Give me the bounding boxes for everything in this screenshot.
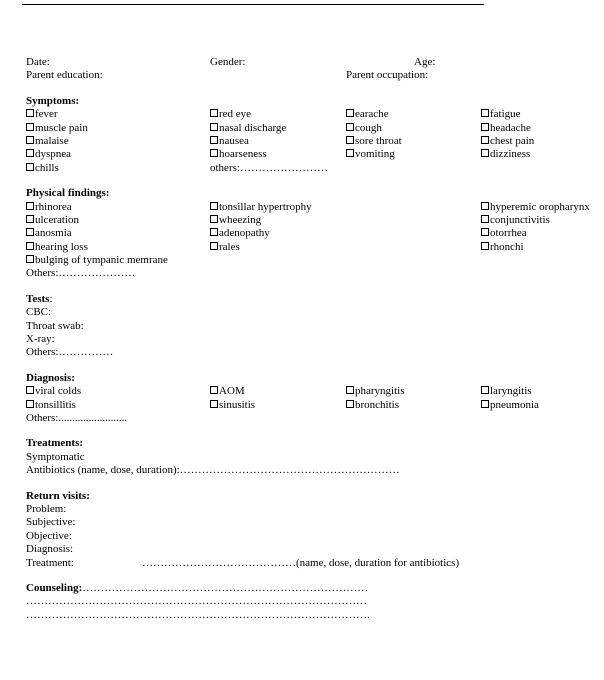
symptom-earache-checkbox[interactable]: earache <box>346 108 389 121</box>
diagnosis-pharyngitis-checkbox[interactable]: pharyngitis <box>346 385 405 398</box>
symptom-chest-pain-checkbox[interactable]: chest pain <box>481 135 534 148</box>
return-objective-field[interactable]: Objective: <box>26 529 72 542</box>
findings-row <box>26 201 604 214</box>
header-row-2 <box>26 69 604 82</box>
checkbox-icon <box>210 109 218 117</box>
symptoms-row <box>26 108 604 121</box>
findings-row <box>26 214 604 227</box>
finding-rhonchi-checkbox[interactable]: rhonchi <box>481 241 524 254</box>
checkbox-icon <box>346 400 354 408</box>
test-xray-field[interactable]: X-ray: <box>26 333 55 346</box>
symptoms-row <box>26 135 604 148</box>
diagnosis-sinusitis-checkbox[interactable]: sinusitis <box>210 399 255 412</box>
checkbox-icon <box>210 215 218 223</box>
checkbox-icon <box>346 136 354 144</box>
checkbox-icon <box>346 123 354 131</box>
checkbox-icon <box>210 123 218 131</box>
checkbox-icon <box>481 228 489 236</box>
treatment-antibiotics-field[interactable]: Antibiotics (name, dose, duration):…………………………………………………… <box>26 464 400 477</box>
diagnosis-heading: Diagnosis: <box>26 371 75 384</box>
checkbox-icon <box>26 215 34 223</box>
findings-row <box>26 227 604 240</box>
finding-tonsillar-hypertrophy-checkbox[interactable]: tonsillar hypertrophy <box>210 201 312 214</box>
counseling-line-2[interactable]: ………………………………………………………………………………… <box>26 595 367 608</box>
finding-hearing-loss-checkbox[interactable]: hearing loss <box>26 241 88 254</box>
symptoms-row <box>26 162 604 175</box>
diagnosis-aom-checkbox[interactable]: AOM <box>210 385 245 398</box>
age-label: Age: <box>414 56 436 68</box>
test-throat-swab-field[interactable]: Throat swab: <box>26 319 84 332</box>
symptom-fatigue-checkbox[interactable]: fatigue <box>481 108 521 121</box>
checkbox-icon <box>481 109 489 117</box>
physical-findings-heading: Physical findings: <box>26 187 110 200</box>
checkbox-icon <box>481 400 489 408</box>
symptom-headache-checkbox[interactable]: headache <box>481 122 531 135</box>
diagnosis-tonsillitis-checkbox[interactable]: tonsillitis <box>26 399 76 412</box>
finding-rhinorea-checkbox[interactable]: rhinorea <box>26 201 72 214</box>
finding-rales-checkbox[interactable]: rales <box>210 241 240 254</box>
counseling-line-3[interactable]: …………………………………………………………………………………. <box>26 608 370 621</box>
return-treatment-label: Treatment: <box>26 556 74 569</box>
checkbox-icon <box>481 202 489 210</box>
test-cbc-field[interactable]: CBC: <box>26 306 52 319</box>
diagnosis-row <box>26 385 604 398</box>
symptom-vomiting-checkbox[interactable]: vomiting <box>346 148 395 161</box>
checkbox-icon <box>210 228 218 236</box>
checkbox-icon <box>210 149 218 157</box>
checkbox-icon <box>26 136 34 144</box>
diagnosis-others-field[interactable]: Others:......................... <box>26 411 128 424</box>
diagnosis-row <box>26 399 604 412</box>
checkbox-icon <box>481 386 489 394</box>
finding-anosmia-checkbox[interactable]: anosmia <box>26 227 72 240</box>
clinical-form <box>26 56 604 622</box>
findings-others-field[interactable]: Others:………………… <box>26 267 136 280</box>
checkbox-icon <box>346 149 354 157</box>
checkbox-icon <box>26 242 34 250</box>
symptom-fever-checkbox[interactable]: fever <box>26 108 58 121</box>
symptom-dyspnea-checkbox[interactable]: dyspnea <box>26 148 71 161</box>
gender-label: Gender: <box>210 56 246 68</box>
return-subjective-field[interactable]: Subjective: <box>26 516 76 529</box>
symptom-muscle-pain-checkbox[interactable]: muscle pain <box>26 122 88 135</box>
checkbox-icon <box>481 242 489 250</box>
checkbox-icon <box>481 136 489 144</box>
checkbox-icon <box>210 386 218 394</box>
finding-hyperemic-oropharynx-checkbox[interactable]: hyperemic oropharynx <box>481 201 590 214</box>
finding-ulceration-checkbox[interactable]: ulceration <box>26 214 79 227</box>
symptom-chills-checkbox[interactable]: chills <box>26 162 59 175</box>
finding-bulging-tympanic-checkbox[interactable]: bulging of tympanic memrane <box>26 254 168 267</box>
symptom-dizziness-checkbox[interactable]: dizziness <box>481 148 530 161</box>
checkbox-icon <box>26 149 34 157</box>
checkbox-icon <box>26 400 34 408</box>
symptom-malaise-checkbox[interactable]: malaise <box>26 135 69 148</box>
return-treatment-field[interactable]: ……………………………………(name, dose, duration for antibiotics) <box>142 556 460 569</box>
checkbox-icon <box>26 202 34 210</box>
checkbox-icon <box>26 123 34 131</box>
checkbox-icon <box>481 123 489 131</box>
checkbox-icon <box>210 400 218 408</box>
symptom-red-eye-checkbox[interactable]: red eye <box>210 108 251 121</box>
return-visits-heading: Return visits: <box>26 489 90 502</box>
findings-row <box>26 241 604 254</box>
treatment-symptomatic: Symptomatic <box>26 450 85 463</box>
counseling-heading: Counseling: <box>26 581 83 594</box>
finding-wheezing-checkbox[interactable]: wheezing <box>210 214 261 227</box>
test-others-field[interactable]: Others:…………… <box>26 346 114 359</box>
diagnosis-viral-colds-checkbox[interactable]: viral colds <box>26 385 81 398</box>
diagnosis-bronchitis-checkbox[interactable]: bronchitis <box>346 399 399 412</box>
symptom-cough-checkbox[interactable]: cough <box>346 122 382 135</box>
finding-otorrhea-checkbox[interactable]: otorrhea <box>481 227 527 240</box>
symptom-nausea-checkbox[interactable]: nausea <box>210 135 249 148</box>
counseling-row <box>26 582 604 595</box>
checkbox-icon <box>26 228 34 236</box>
parent-education-label: Parent education: <box>26 69 103 82</box>
checkbox-icon <box>210 136 218 144</box>
finding-conjunctivitis-checkbox[interactable]: conjunctivitis <box>481 214 550 227</box>
checkbox-icon <box>26 386 34 394</box>
checkbox-icon <box>26 109 34 117</box>
counseling-line-1[interactable]: …………………………………………………………………… <box>82 581 369 594</box>
checkbox-icon <box>481 215 489 223</box>
header-row-1 <box>26 56 604 69</box>
finding-adenopathy-checkbox[interactable]: adenopathy <box>210 227 270 240</box>
symptoms-heading: Symptoms: <box>26 94 80 107</box>
checkbox-icon <box>210 242 218 250</box>
treatments-heading: Treatments: <box>26 437 84 450</box>
symptoms-row <box>26 122 604 135</box>
return-diagnosis-field[interactable]: Diagnosis: <box>26 543 74 556</box>
checkbox-icon <box>26 163 34 171</box>
return-problem-field[interactable]: Problem: <box>26 502 67 515</box>
symptom-others-field[interactable]: others:…………………… <box>210 161 328 174</box>
checkbox-icon <box>346 109 354 117</box>
diagnosis-pneumonia-checkbox[interactable]: pneumonia <box>481 399 539 412</box>
findings-row <box>26 254 604 267</box>
checkbox-icon <box>481 149 489 157</box>
checkbox-icon <box>26 255 34 263</box>
checkbox-icon <box>346 386 354 394</box>
date-label: Date: <box>26 56 50 68</box>
top-rule <box>22 4 484 5</box>
symptom-nasal-discharge-checkbox[interactable]: nasal discharge <box>210 122 286 135</box>
diagnosis-laryngitis-checkbox[interactable]: laryngitis <box>481 385 532 398</box>
symptom-sore-throat-checkbox[interactable]: sore throat <box>346 135 402 148</box>
symptom-hoarseness-checkbox[interactable]: hoarseness <box>210 148 267 161</box>
checkbox-icon <box>210 202 218 210</box>
parent-occupation-label: Parent occupation: <box>346 69 429 82</box>
tests-heading: Tests: <box>26 292 53 305</box>
symptoms-row <box>26 148 604 161</box>
return-treatment-row <box>26 557 604 570</box>
